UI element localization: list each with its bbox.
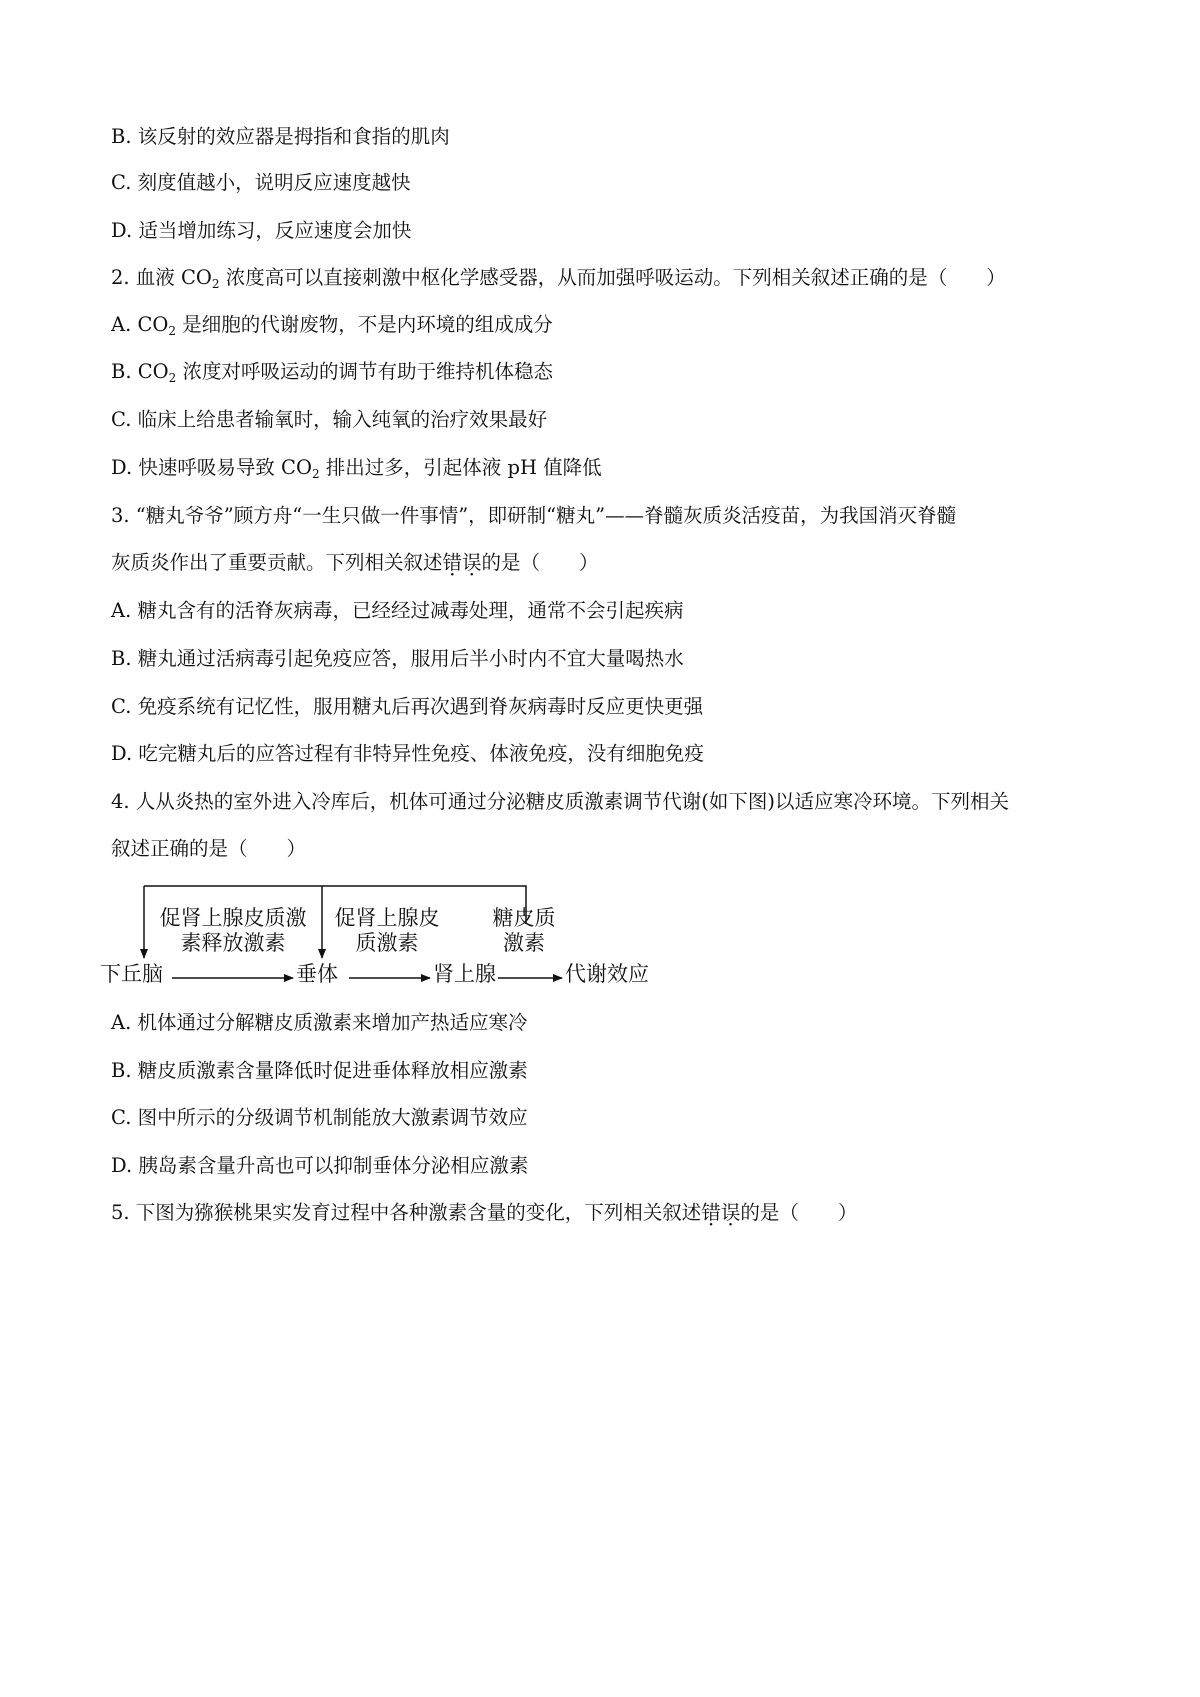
q2-option-c: C. 临床上给患者输氧时，输入纯氧的治疗效果最好 <box>111 408 548 431</box>
q4-option-b: B. 糖皮质激素含量降低时促进垂体释放相应激素 <box>111 1059 528 1082</box>
q3-option-d: D. 吃完糖丸后的应答过程有非特异性免疫、体液免疫，没有细胞免疫 <box>111 742 704 765</box>
emphasis-char: 误 <box>462 551 482 574</box>
node-pituitary: 垂体 <box>296 962 338 986</box>
edge-label-crh-line2: 素释放激素 <box>180 931 286 955</box>
q4-option-d: D. 胰岛素含量升高也可以抑制垂体分泌相应激素 <box>111 1154 529 1177</box>
node-adrenal-gland: 肾上腺 <box>433 962 496 986</box>
q1-option-b: B. 该反射的效应器是拇指和食指的肌肉 <box>111 125 450 148</box>
emphasis-char: 误 <box>720 1201 741 1224</box>
edge-label-glucocorticoid-line2: 激素 <box>503 931 545 955</box>
q3-option-a: A. 糖丸含有的活脊灰病毒，已经经过减毒处理，通常不会引起疾病 <box>111 599 684 622</box>
q4-option-a: A. 机体通过分解糖皮质激素来增加产热适应寒冷 <box>111 1011 528 1034</box>
emphasis-char: 错 <box>701 1201 721 1224</box>
edge-label-acth-line1: 促肾上腺皮 <box>334 906 440 930</box>
edge-label-acth-line2: 质激素 <box>355 931 419 955</box>
q2-option-d: D. 快速呼吸易导致 $CO_2$ 排出过多，引起体液 pH 值降低 <box>111 456 602 481</box>
q3-option-c: C. 免疫系统有记忆性，服用糖丸后再次遇到脊灰病毒时反应更快更强 <box>111 695 704 718</box>
node-metabolic-effect: 代谢效应 <box>565 962 649 986</box>
q3-stem-line2: 灰质炎作出了重要贡献。下列相关叙述错误的是（ ） <box>111 551 599 574</box>
hormone-regulation-diagram <box>100 878 680 1006</box>
q2-stem: 2. 血液 $CO_2$ 浓度高可以直接刺激中枢化学感受器，从而加强呼吸运动。下列相关叙述正确的是（ ） <box>111 266 1006 291</box>
q1-option-d: D. 适当增加练习，反应速度会加快 <box>111 219 412 242</box>
q2-option-b: B. $CO_2$ 浓度对呼吸运动的调节有助于维持机体稳态 <box>111 360 553 385</box>
edge-label-glucocorticoid-line1: 糖皮质 <box>492 906 556 930</box>
edge-label-crh-line1: 促肾上腺皮质激 <box>159 906 307 930</box>
node-hypothalamus: 下丘脑 <box>100 962 163 986</box>
q5-stem: 5. 下图为猕猴桃果实发育过程中各种激素含量的变化，下列相关叙述错误的是（ ） <box>111 1201 858 1224</box>
q4-stem-line1: 4. 人从炎热的室外进入冷库后，机体可通过分泌糖皮质激素调节代谢(如下图)以适应寒冷环境。下列相关 <box>111 790 1010 813</box>
q3-option-b: B. 糖丸通过活病毒引起免疫应答，服用后半小时内不宜大量喝热水 <box>111 647 684 670</box>
q1-option-c: C. 刻度值越小，说明反应速度越快 <box>111 171 411 194</box>
q4-option-c: C. 图中所示的分级调节机制能放大激素调节效应 <box>111 1106 528 1129</box>
emphasis-char: 错 <box>442 551 463 574</box>
q2-option-a: A. $CO_2$ 是细胞的代谢废物，不是内环境的组成成分 <box>111 313 553 338</box>
q4-stem-line2: 叙述正确的是（ ） <box>111 837 307 860</box>
q3-stem-line1: 3. “糖丸爷爷”顾方舟“一生只做一件事情”，即研制“糖丸”——脊髓灰质炎活疫苗，为我国消灭脊髓 <box>111 504 957 527</box>
